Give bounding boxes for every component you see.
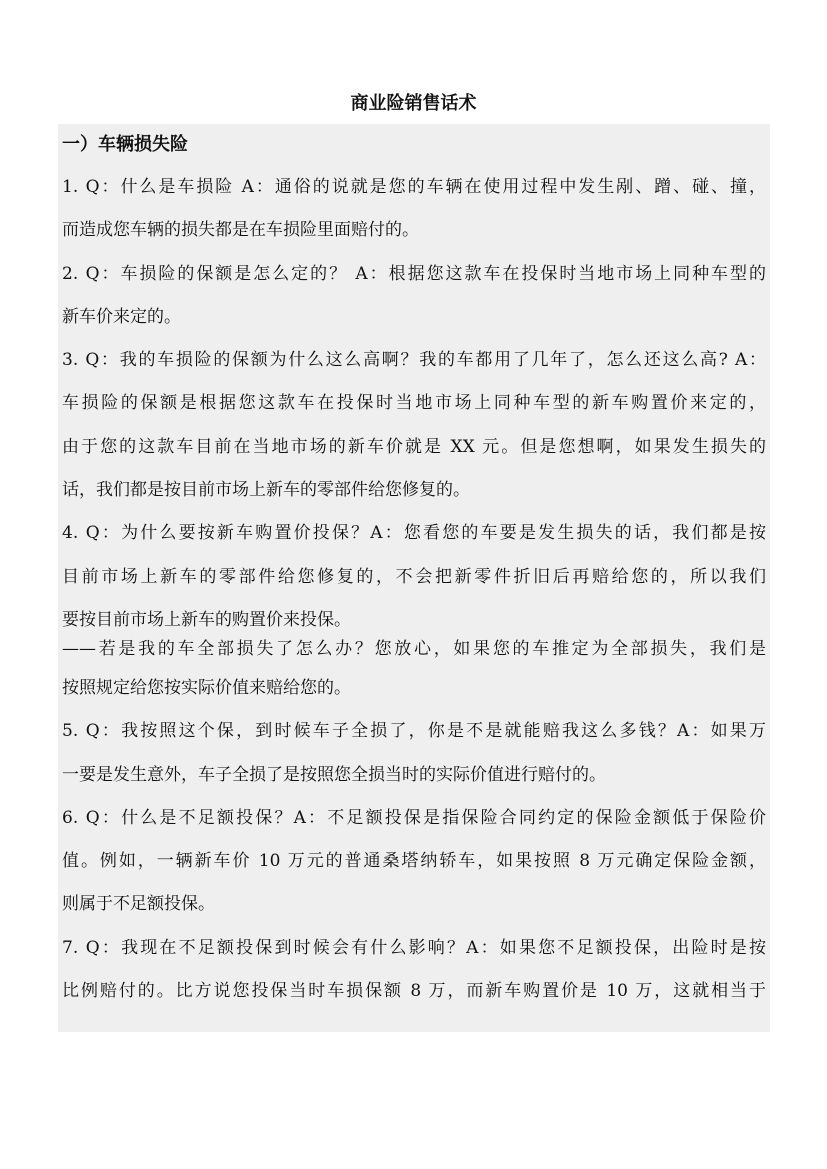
paragraph-line: 车损险的保额是根据您这款车在投保时当地市场上同种车型的新车购置价来定的，	[62, 393, 766, 414]
paragraph-line: 新车价来定的。	[62, 306, 181, 327]
paragraph-line: 话，我们都是按目前市场上新车的零部件给您修复的。	[62, 480, 470, 501]
paragraph-line: 4. Q：为什么要按新车购置价投保？A：您看您的车要是发生损失的话，我们都是按	[62, 523, 766, 544]
paragraph-line: ——若是我的车全部损失了怎么办？您放心，如果您的车推定为全部损失，我们是	[62, 638, 766, 659]
document-title: 商业险销售话术	[350, 93, 477, 114]
section-heading: 一）车辆损失险	[62, 134, 188, 155]
paragraph-line: 6. Q：什么是不足额投保？A：不足额投保是指保险合同约定的保险金额低于保险价	[62, 807, 766, 828]
paragraph-line: 比例赔付的。比方说您投保当时车损保额 8 万，而新车购置价是 10 万，这就相当于	[62, 981, 766, 1002]
paragraph-line: 则属于不足额投保。	[62, 894, 215, 915]
paragraph-line: 7. Q：我现在不足额投保到时候会有什么影响？A：如果您不足额投保，出险时是按	[62, 937, 766, 958]
paragraph-line: 2. Q：车损险的保额是怎么定的？ A：根据您这款车在投保时当地市场上同种车型的	[62, 263, 766, 284]
paragraph-line: 要按目前市场上新车的购置价来投保。	[62, 609, 351, 630]
paragraph-line: 1. Q：什么是车损险 A：通俗的说就是您的车辆在使用过程中发生剐、蹭、碰、撞，	[62, 177, 766, 197]
paragraph-line: 按照规定给您按实际价值来赔给您的。	[62, 677, 351, 698]
paragraph-line: 一要是发生意外，车子全损了是按照您全损当时的实际价值进行赔付的。	[62, 764, 606, 785]
paragraph-line: 由于您的这款车目前在当地市场的新车价就是 XX 元。但是您想啊，如果发生损失的	[62, 436, 766, 457]
paragraph-line: 目前市场上新车的零部件给您修复的，不会把新零件折旧后再赔给您的，所以我们	[62, 566, 766, 587]
paragraph-line: 5. Q：我按照这个保，到时候车子全损了，你是不是就能赔我这么多钱？A：如果万	[62, 721, 766, 742]
paragraph-line: 3. Q：我的车损险的保额为什么这么高啊？我的车都用了几年了，怎么还这么高? A：	[62, 350, 766, 371]
document-body	[62, 172, 766, 1019]
paragraph-line: 而造成您车辆的损失都是在车损险里面赔付的。	[62, 220, 419, 241]
paragraph-line: 值。例如，一辆新车价 10 万元的普通桑塔纳轿车，如果按照 8 万元确定保险金额，	[62, 851, 766, 872]
